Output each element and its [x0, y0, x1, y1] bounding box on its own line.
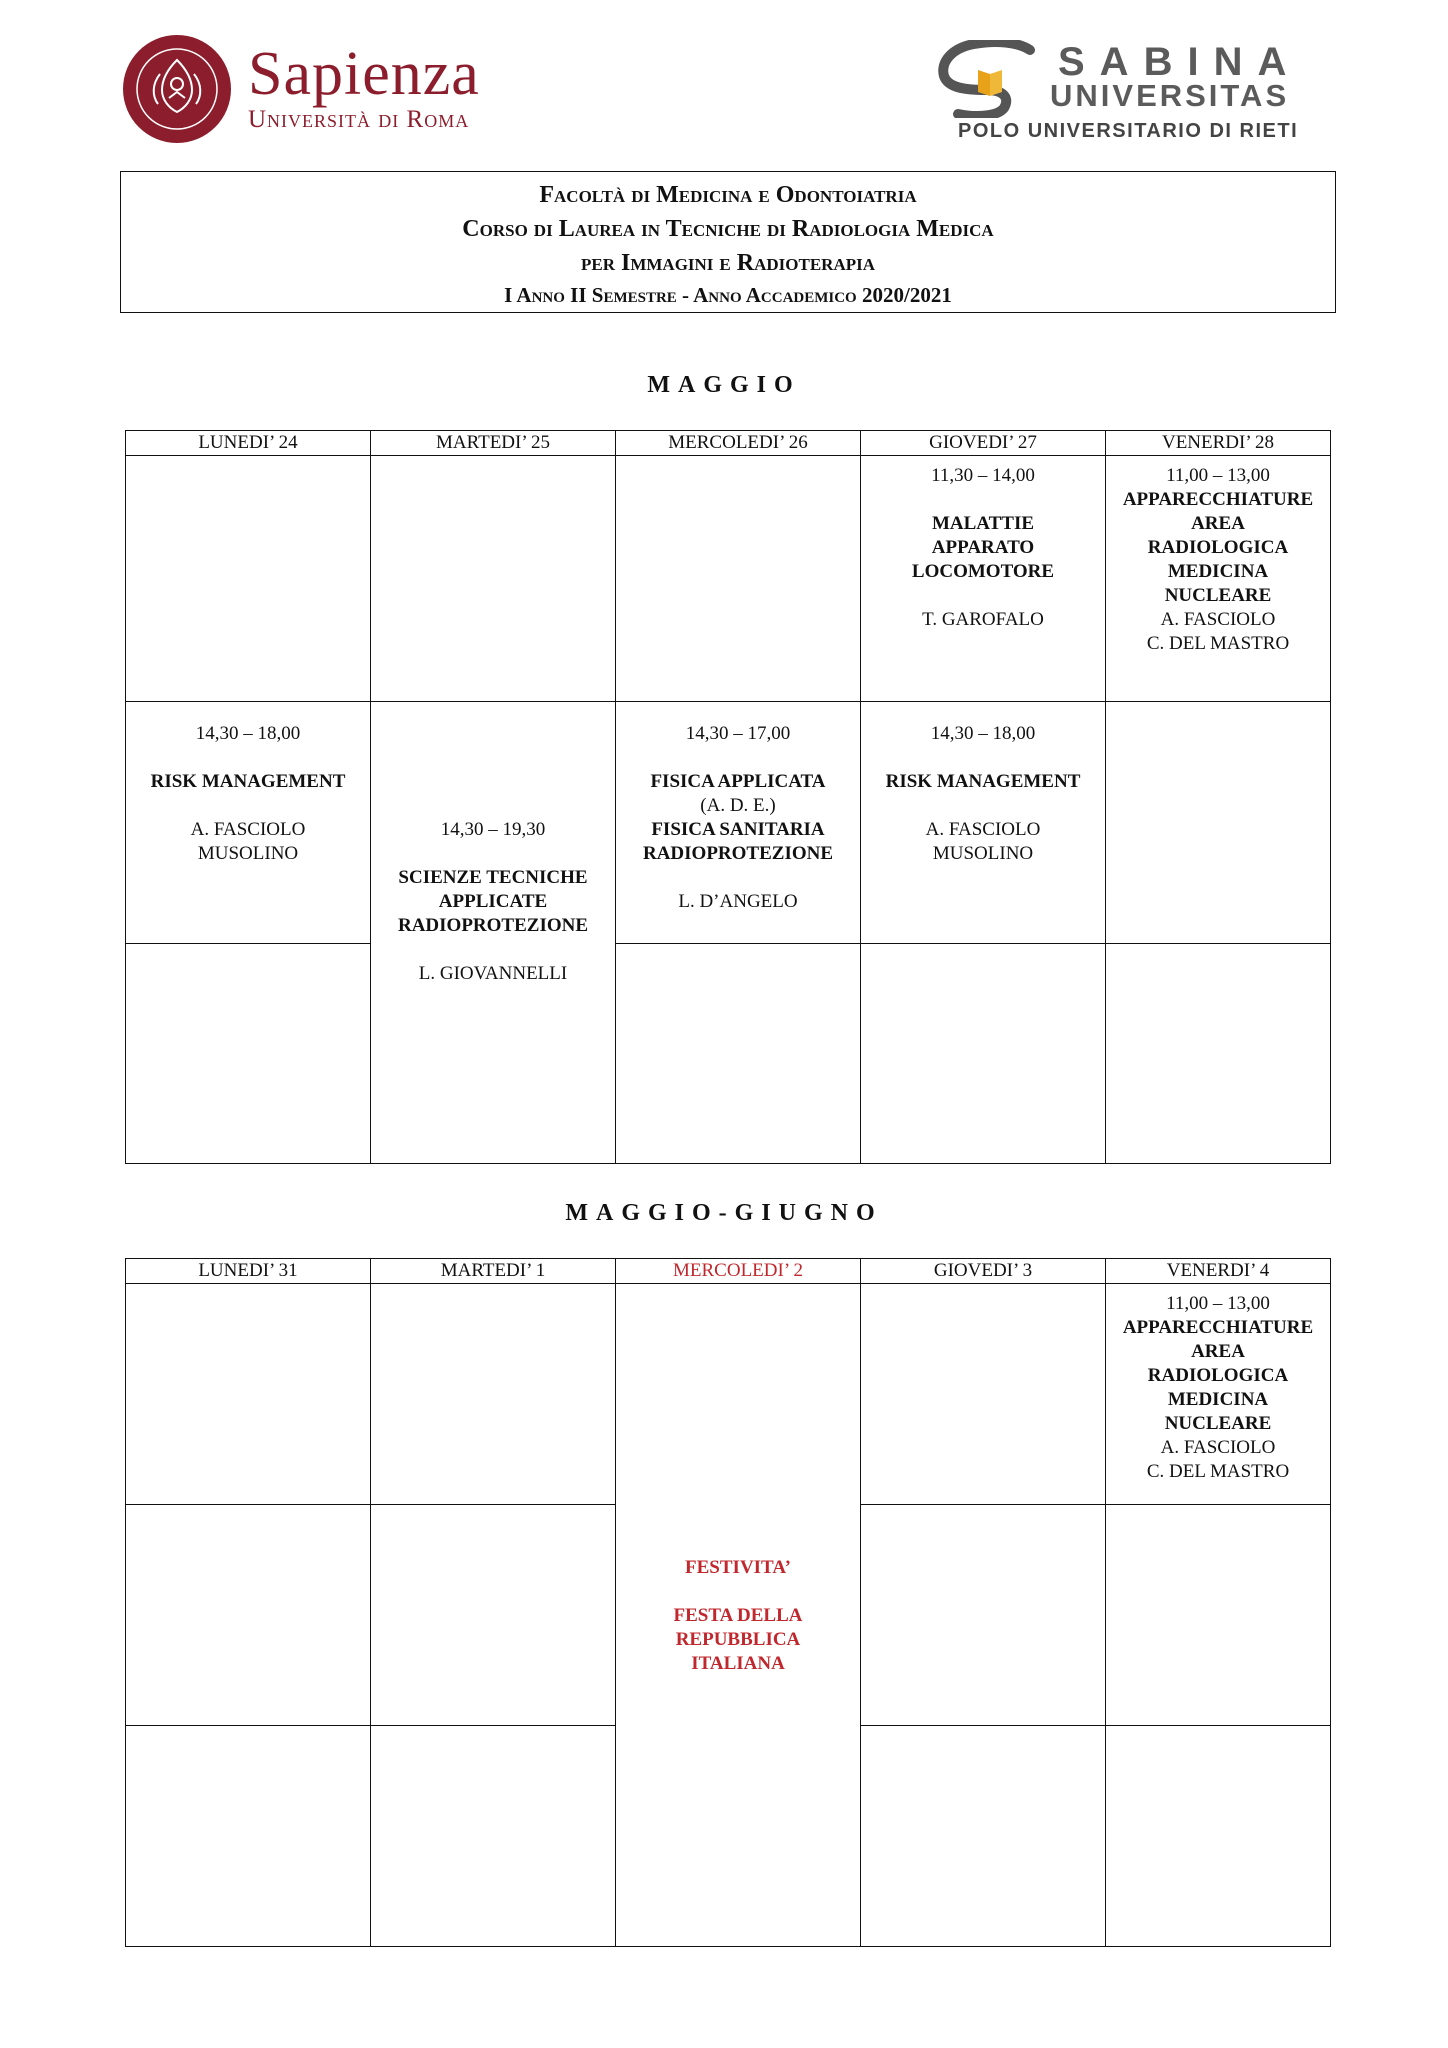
empty-slot [126, 1284, 371, 1505]
lesson-slot [861, 456, 1106, 702]
course-subtitle: per Immagini e Radioterapia [580, 250, 875, 276]
lesson-subject: RADIOLOGICA [1147, 1365, 1289, 1386]
day-header: VENERDI’ 28 [1106, 431, 1331, 456]
lesson-time: 14,30 – 19,30 [440, 819, 546, 840]
empty-slot [126, 944, 371, 1164]
lesson-subject: MALATTIE [931, 513, 1035, 534]
lesson-subject: RADIOPROTEZIONE [642, 843, 834, 864]
holiday-name: FESTA DELLA [673, 1605, 803, 1626]
day-header: VENERDI’ 4 [1106, 1259, 1331, 1284]
lesson-teacher: L. GIOVANNELLI [418, 963, 568, 984]
day-header: LUNEDI’ 31 [126, 1259, 371, 1284]
lesson-subject: APPLICATE [438, 891, 548, 912]
lesson-subject: SCIENZE TECNICHE [398, 867, 588, 888]
lesson-slot [861, 702, 1106, 944]
lesson-subject: RADIOPROTEZIONE [397, 915, 589, 936]
lesson-teacher: T. GAROFALO [922, 609, 1044, 630]
lesson-time: 14,30 – 17,00 [685, 723, 791, 744]
empty-slot [1106, 944, 1331, 1164]
empty-slot [1106, 1726, 1331, 1947]
lesson-slot [1106, 1284, 1331, 1505]
day-header: MERCOLEDI’ 26 [616, 431, 861, 456]
empty-slot [1106, 702, 1331, 944]
sapienza-logo [122, 34, 480, 144]
empty-slot [371, 1284, 616, 1505]
lesson-time: 11,00 – 13,00 [1166, 465, 1270, 486]
lesson-subject: MEDICINA [1167, 1389, 1269, 1410]
sabina-book-icon [938, 40, 1038, 118]
week2-table [125, 1258, 1331, 1947]
empty-slot [861, 1726, 1106, 1947]
empty-slot [371, 1726, 616, 1947]
day-header: GIOVEDI’ 3 [861, 1259, 1106, 1284]
lesson-slot [1106, 456, 1331, 702]
empty-slot [126, 1726, 371, 1947]
lesson-subject: APPARECCHIATURE [1122, 489, 1314, 510]
holiday-name: ITALIANA [691, 1653, 785, 1674]
faculty-title: Facoltà di Medicina e Odontoiatria [539, 182, 917, 208]
holiday-day-header: MERCOLEDI’ 2 [616, 1259, 861, 1284]
sabina-subname: UNIVERSITAS [1050, 78, 1290, 113]
sapienza-seal-icon [122, 34, 232, 144]
lesson-teacher: A. FASCIOLO [1160, 609, 1276, 630]
day-header: MARTEDI’ 1 [371, 1259, 616, 1284]
holiday-label: FESTIVITA’ [685, 1557, 791, 1578]
lesson-subject: RISK MANAGEMENT [150, 771, 346, 792]
lesson-subject: RADIOLOGICA [1147, 537, 1289, 558]
lesson-time: 14,30 – 18,00 [195, 723, 301, 744]
lesson-slot [616, 702, 861, 944]
empty-slot [371, 456, 616, 702]
day-header: GIOVEDI’ 27 [861, 431, 1106, 456]
lesson-teacher: MUSOLINO [197, 843, 299, 864]
empty-slot [371, 1505, 616, 1726]
course-header [120, 171, 1336, 313]
lesson-teacher: MUSOLINO [932, 843, 1034, 864]
week1-table [125, 430, 1331, 1164]
lesson-subject: LOCOMOTORE [911, 561, 1055, 582]
lesson-teacher: C. DEL MASTRO [1146, 1461, 1290, 1482]
week2-title: MAGGIO-GIUGNO [565, 1200, 883, 1226]
lesson-subject: NUCLEARE [1164, 1413, 1272, 1434]
sapienza-name: Sapienza [248, 40, 480, 108]
empty-slot [616, 456, 861, 702]
lesson-teacher: A. FASCIOLO [190, 819, 306, 840]
lesson-time: 11,30 – 14,00 [931, 465, 1035, 486]
lesson-subject: NUCLEARE [1164, 585, 1272, 606]
lesson-slot [126, 702, 371, 944]
lesson-subject: MEDICINA [1167, 561, 1269, 582]
empty-slot [126, 1505, 371, 1726]
holiday-slot [616, 1284, 861, 1947]
empty-slot [616, 944, 861, 1164]
sabina-polo: POLO UNIVERSITARIO DI RIETI [958, 120, 1299, 142]
week1-title: MAGGIO [647, 372, 801, 398]
lesson-subject: RISK MANAGEMENT [885, 771, 1081, 792]
lesson-subject: FISICA APPLICATA [650, 771, 826, 792]
lesson-teacher: L. D’ANGELO [678, 891, 798, 912]
day-header: LUNEDI’ 24 [126, 431, 371, 456]
lesson-subject: AREA [1191, 513, 1245, 534]
empty-slot [861, 1505, 1106, 1726]
lesson-subject: AREA [1191, 1341, 1245, 1362]
lesson-teacher: C. DEL MASTRO [1146, 633, 1290, 654]
lesson-time: 14,30 – 18,00 [930, 723, 1036, 744]
empty-slot [1106, 1505, 1331, 1726]
course-title: Corso di Laurea in Tecniche di Radiologia Medica [462, 216, 994, 242]
lesson-time: 11,00 – 13,00 [1166, 1293, 1270, 1314]
empty-slot [861, 1284, 1106, 1505]
year-semester: I Anno II Semestre - Anno Accademico 2020/2021 [504, 283, 952, 307]
lesson-subject: FISICA SANITARIA [651, 819, 825, 840]
day-header: MARTEDI’ 25 [371, 431, 616, 456]
lesson-subject: APPARECCHIATURE [1122, 1317, 1314, 1338]
empty-slot [861, 944, 1106, 1164]
lesson-teacher: A. FASCIOLO [925, 819, 1041, 840]
lesson-subject: APPARATO [931, 537, 1035, 558]
sabina-name: SABINA [1058, 40, 1302, 84]
empty-slot [126, 456, 371, 702]
lesson-slot [371, 702, 616, 1164]
lesson-teacher: A. FASCIOLO [1160, 1437, 1276, 1458]
sapienza-subtitle: Università di Roma [248, 106, 470, 133]
sabina-logo [938, 36, 1302, 146]
lesson-note: (A. D. E.) [700, 795, 776, 816]
holiday-name: REPUBBLICA [675, 1629, 801, 1650]
